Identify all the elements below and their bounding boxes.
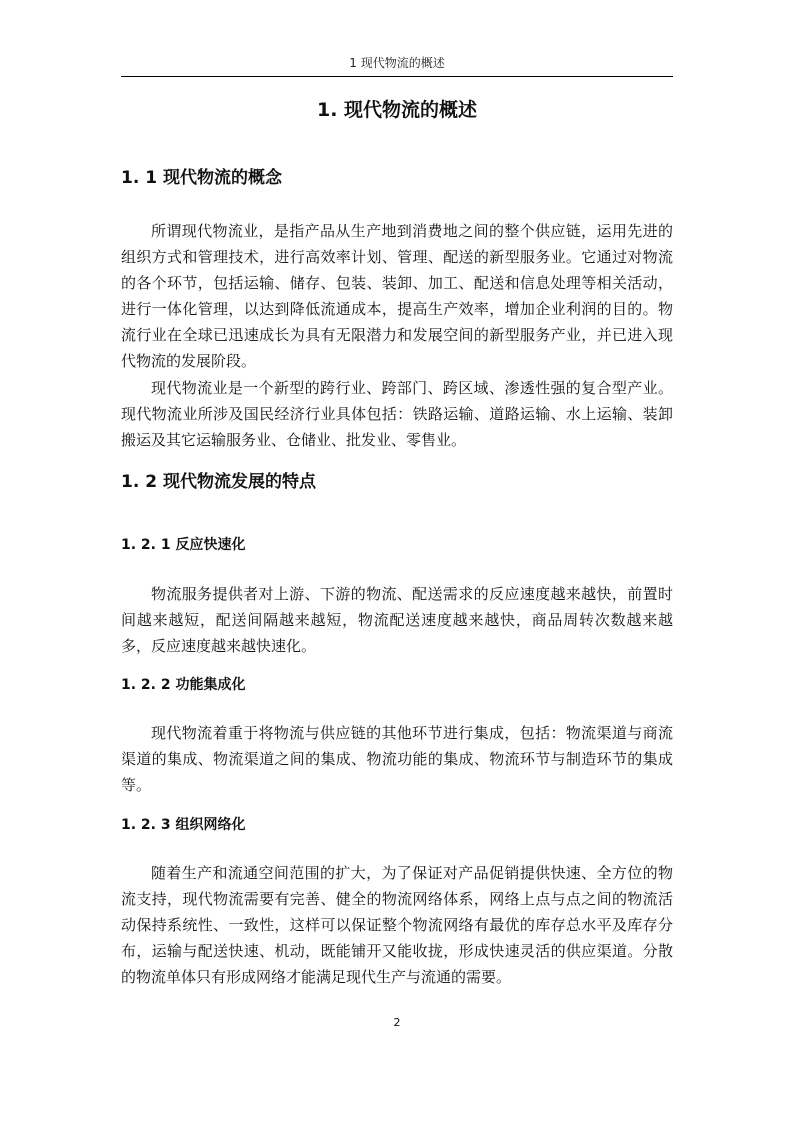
header-rule (121, 76, 673, 77)
section-1-1-paragraph-1: 所谓现代物流业，是指产品从生产地到消费地之间的整个供应链，运用先进的组织方式和管理技术，进行高效率计划、管理、配送的新型服务业。它通过对物流的各个环节，包括运输、储存、包装、装卸、加工、配送和信息处理等相关活动，进行一体化管理，以达到降低流通成本，提高生产效率，增加企业利润的目的。物流行业在全球已迅速成长为具有无限潜力和发展空间的新型服务产业，并已进入现代物流的发展阶段。 (121, 222, 673, 370)
section-1-1-paragraph-2: 现代物流业是一个新型的跨行业、跨部门、跨区域、渗透性强的复合型产业。现代物流业所涉及国民经济行业具体包括：铁路运输、道路运输、水上运输、装卸搬运及其它运输服务业、仓储业、批发业、零售业。 (121, 379, 673, 449)
subsection-1-2-1-paragraph: 物流服务提供者对上游、下游的物流、配送需求的反应速度越来越快，前置时间越来越短，配送间隔越来越短，物流配送速度越来越快，商品周转次数越来越多，反应速度越来越快速化。 (121, 585, 673, 655)
subsection-1-2-3-paragraph: 随着生产和流通空间范围的扩大，为了保证对产品促销提供快速、全方位的物流支持，现代物流需要有完善、健全的物流网络体系，网络上点与点之间的物流活动保持系统性、一致性，这样可以保证整个物流网络有最优的库存总水平及库存分布，运输与配送快速、机动，既能铺开又能收拢，形成快速灵活的供应渠道。分散的物流单体只有形成网络才能满足现代生产与流通的需要。 (121, 864, 673, 986)
chapter-title: 1. 现代物流的概述 (316, 99, 478, 121)
subsection-heading-1-2-2: 1. 2. 2 功能集成化 (121, 677, 246, 693)
subsection-heading-1-2-3: 1. 2. 3 组织网络化 (121, 817, 246, 833)
subsection-heading-1-2-1: 1. 2. 1 反应快速化 (121, 537, 246, 553)
section-heading-1-1: 1. 1 现代物流的概念 (121, 168, 282, 188)
running-header: 1 现代物流的概述 (349, 56, 445, 70)
page-number: 2 (393, 1016, 401, 1029)
section-heading-1-2: 1. 2 现代物流发展的特点 (121, 472, 316, 492)
subsection-1-2-2-paragraph: 现代物流着重于将物流与供应链的其他环节进行集成，包括：物流渠道与商流渠道的集成、物流渠道之间的集成、物流功能的集成、物流环节与制造环节的集成等。 (121, 724, 673, 794)
